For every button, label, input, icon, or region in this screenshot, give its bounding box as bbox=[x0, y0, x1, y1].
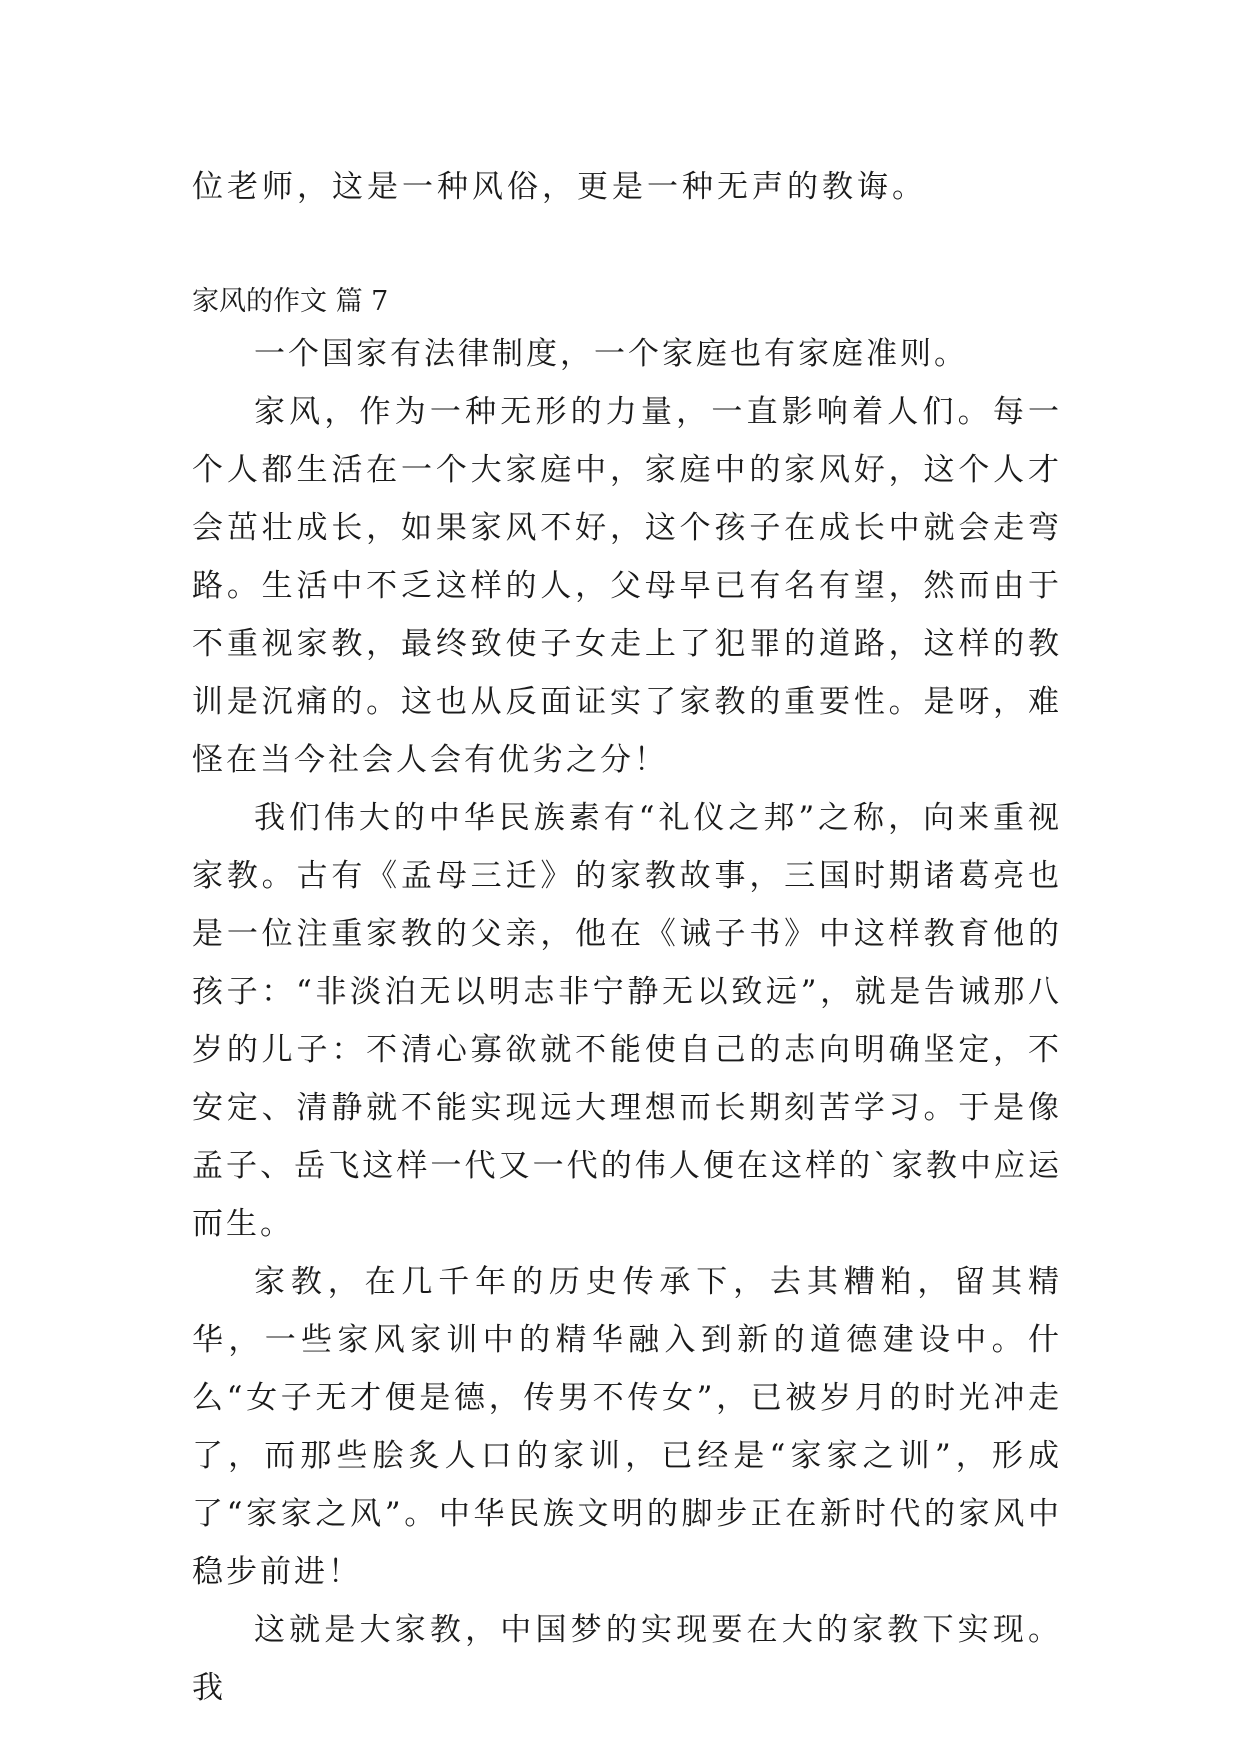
section-title: 家风的作文 bbox=[192, 286, 327, 317]
paragraph: 家教，在几千年的历史传承下，去其糟粕，留其精华，一些家风家训中的精华融入到新的道德建设中。什么“女子无才便是德，传男不传女”，已被岁月的时光冲走了，而那些脍炙人口的家训，已经是“家家之训”，形成了“家家之风”。中华民族文明的脚步正在新时代的家风中稳步前进！ bbox=[192, 1264, 1062, 1590]
paragraph: 一个国家有法律制度，一个家庭也有家庭准则。 bbox=[254, 336, 968, 372]
carry-over-line: 位老师，这是一种风俗，更是一种无声的教诲。 bbox=[192, 169, 927, 205]
paragraph: 家风，作为一种无形的力量，一直影响着人们。每一个人都生活在一个大家庭中，家庭中的家风好，这个人才会茁壮成长，如果家风不好，这个孩子在成长中就会走弯路。生活中不乏这样的人，父母早已有名有望，然而由于不重视家教，最终致使子女走上了犯罪的道路，这样的教训是沉痛的。这也从反面证实了家教的重要性。是呀，难怪在当今社会人会有优劣之分！ bbox=[192, 394, 1062, 778]
section-number: 篇 7 bbox=[335, 286, 389, 317]
paragraph: 我们伟大的中华民族素有“礼仪之邦”之称，向来重视家教。古有《孟母三迁》的家教故事，三国时期诸葛亮也是一位注重家教的父亲，他在《诫子书》中这样教育他的孩子：“非淡泊无以明志非宁静无以致远”，就是告诫那八岁的儿子：不清心寡欲就不能使自己的志向明确坚定，不安定、清静就不能实现远大理想而长期刻苦学习。于是像孟子、岳飞这样一代又一代的伟人便在这样的`家教中应运而生。 bbox=[192, 800, 1062, 1242]
section-heading bbox=[192, 282, 1062, 322]
body-text bbox=[192, 325, 1062, 1717]
paragraph: 这就是大家教，中国梦的实现要在大的家教下实现。我 bbox=[192, 1612, 1062, 1706]
